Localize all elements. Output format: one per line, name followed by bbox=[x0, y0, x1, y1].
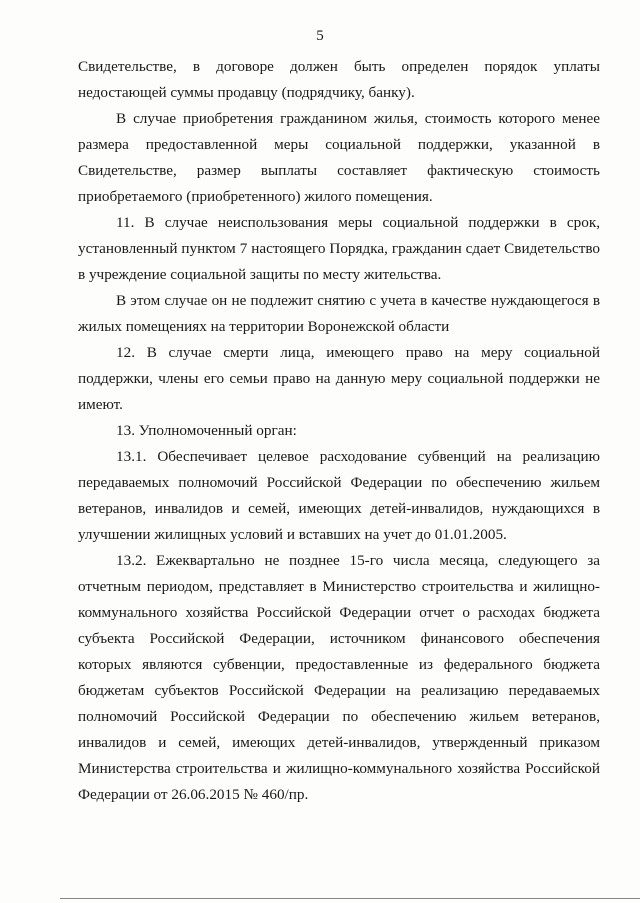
document-body bbox=[78, 54, 600, 808]
paragraph-item-13-1: 13.1. Обеспечивает целевое расходование субвенций на реализацию передаваемых полномочий Российской Федерации по обеспечению жильем ветеранов, инвалидов и семей, имеющих детей-инвалидов, нуждающихся в улучшении жилищных условий и вставших на учет до 01.01.2005. bbox=[78, 448, 600, 543]
paragraph-item-13: 13. Уполномоченный орган: bbox=[116, 422, 297, 439]
page-edge-line bbox=[60, 898, 640, 899]
page-number: 5 bbox=[316, 28, 324, 44]
paragraph-item-13-2: 13.2. Ежеквартально не позднее 15-го числа месяца, следующего за отчетным периодом, представляет в Министерство строительства и жилищно-коммунального хозяйства Российской Федерации отчет о расходах бюджета субъекта Российской Федерации, источником финансового обеспечения которых являются субвенции, предоставленные из федерального бюджета бюджетам субъектов Российской Федерации на реализацию передаваемых полномочий Российской Федерации по обеспечению жильем ветеранов, инвалидов и семей, имеющих детей-инвалидов, утвержденный приказом Министерства строительства и жилищно-коммунального хозяйства Российской Федерации от 26.06.2015 № 460/пр. bbox=[78, 552, 600, 803]
paragraph-item-11-note: В этом случае он не подлежит снятию с учета в качестве нуждающегося в жилых помещениях на территории Воронежской области bbox=[78, 292, 600, 335]
paragraph-item-11: 11. В случае неиспользования меры социальной поддержки в срок, установленный пунктом 7 настоящего Порядка, гражданин сдает Свидетельство в учреждение социальной защиты по месту жительства. bbox=[78, 214, 600, 283]
paragraph-item-12: 12. В случае смерти лица, имеющего право на меру социальной поддержки, члены его семьи право на данную меру социальной поддержки не имеют. bbox=[78, 344, 600, 413]
paragraph-purchase-cost: В случае приобретения гражданином жилья, стоимость которого менее размера предоставленной меры социальной поддержки, указанной в Свидетельстве, размер выплаты составляет фактическую стоимость приобретаемого (приобретенного) жилого помещения. bbox=[78, 110, 600, 205]
paragraph-continuation: Свидетельстве, в договоре должен быть определен порядок уплаты недостающей суммы продавцу (подрядчику, банку). bbox=[78, 58, 600, 101]
